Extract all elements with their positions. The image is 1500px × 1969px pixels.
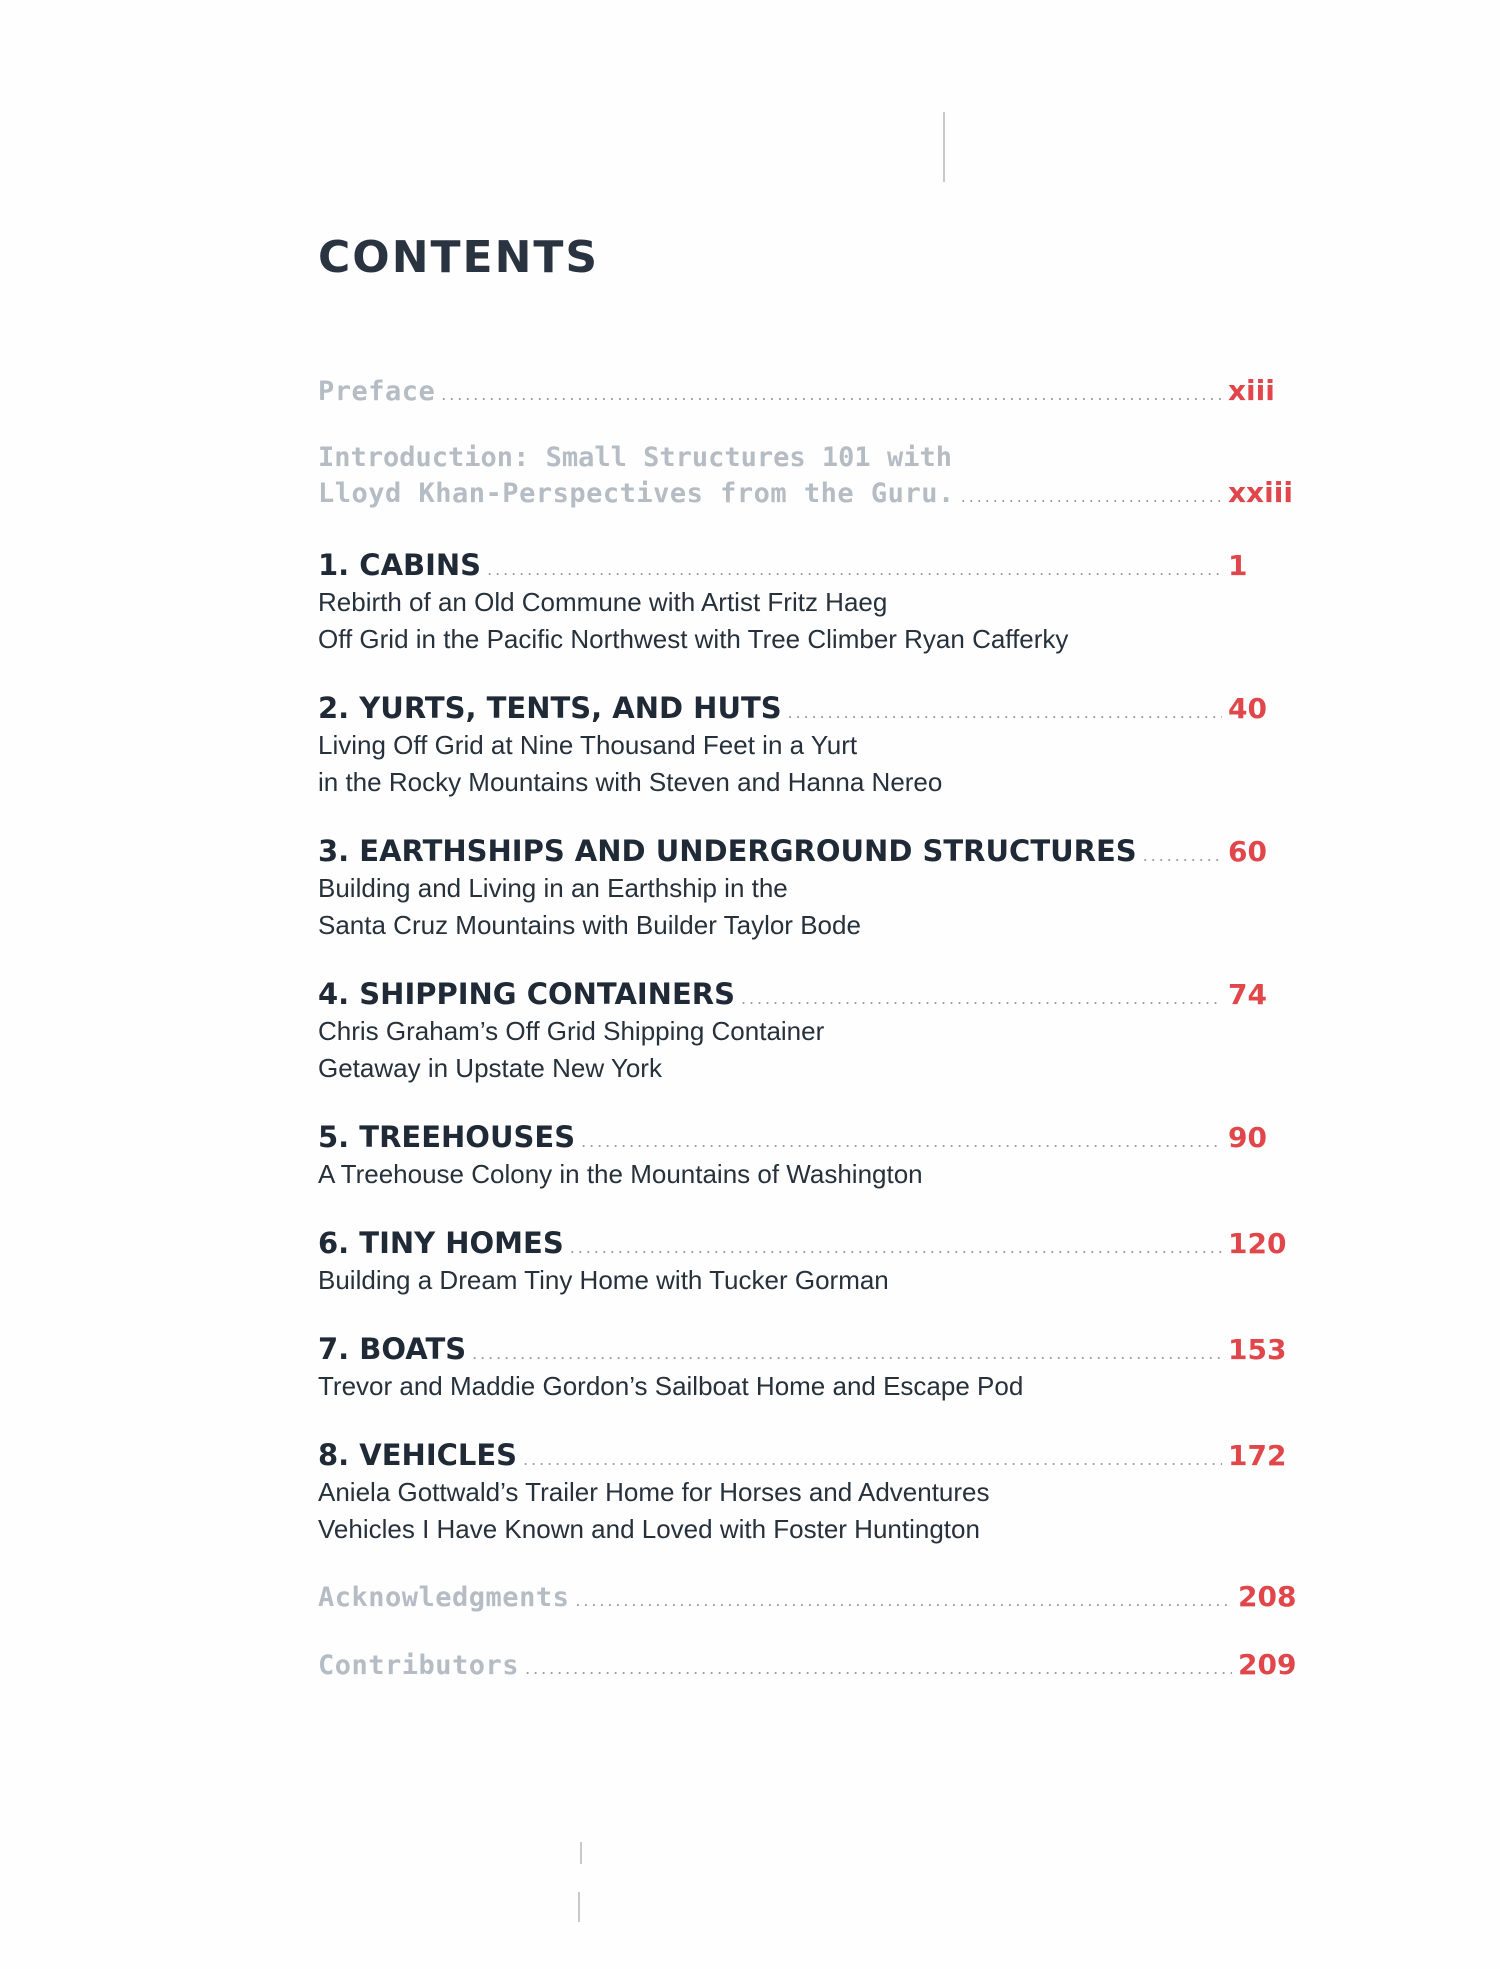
- chapter-title: 5. TREEHOUSES: [318, 1120, 576, 1154]
- entry-label: Acknowledgments: [318, 1582, 570, 1613]
- chapter-title: 8. VEHICLES: [318, 1438, 518, 1472]
- dot-leader: [525, 1658, 1232, 1682]
- toc-entry-chapter[interactable]: [318, 834, 1298, 944]
- chapter-subtitle: Santa Cruz Mountains with Builder Taylor Bode: [318, 910, 861, 940]
- dot-leader: [1143, 845, 1222, 869]
- page-number: 74: [1228, 978, 1267, 1011]
- chapter-title: 2. YURTS, TENTS, AND HUTS: [318, 691, 782, 725]
- scan-artifact-mark: [943, 112, 945, 182]
- chapter-subtitle: Trevor and Maddie Gordon’s Sailboat Home and Escape Pod: [318, 1371, 1024, 1401]
- chapter-subtitle: Getaway in Upstate New York: [318, 1053, 662, 1083]
- toc-entry-preface[interactable]: [318, 374, 1298, 410]
- page-number: 209: [1238, 1648, 1297, 1681]
- page-number: 40: [1228, 692, 1267, 725]
- chapter-subtitle: Chris Graham’s Off Grid Shipping Container: [318, 1016, 825, 1046]
- dot-leader: [472, 1343, 1222, 1367]
- page-number: 90: [1228, 1121, 1267, 1154]
- entry-label-line: Lloyd Khan-Perspectives from the Guru.: [318, 478, 955, 509]
- chapter-title: 1. CABINS: [318, 548, 482, 582]
- dot-leader: [581, 1131, 1222, 1155]
- dot-leader: [788, 702, 1222, 726]
- dot-leader: [487, 559, 1222, 583]
- dot-leader: [575, 1590, 1232, 1614]
- dot-leader: [961, 486, 1222, 510]
- page-number: xxiii: [1228, 476, 1293, 509]
- toc-entry-chapter[interactable]: [318, 548, 1298, 658]
- dot-leader: [441, 384, 1222, 408]
- page-number: 153: [1228, 1333, 1287, 1366]
- dot-leader: [741, 988, 1222, 1012]
- chapter-subtitle: Vehicles I Have Known and Loved with Foster Huntington: [318, 1514, 980, 1544]
- entry-label-line: Introduction: Small Structures 101 with: [318, 442, 952, 473]
- chapter-subtitle: Building a Dream Tiny Home with Tucker Gorman: [318, 1265, 889, 1295]
- page-title: CONTENTS: [318, 232, 600, 283]
- page-number: 1: [1228, 549, 1248, 582]
- toc-entry-chapter[interactable]: [318, 977, 1298, 1087]
- page-number: 60: [1228, 835, 1267, 868]
- chapter-subtitle: Aniela Gottwald’s Trailer Home for Horses and Adventures: [318, 1477, 990, 1507]
- page-number: 208: [1238, 1580, 1297, 1613]
- page-number: xiii: [1228, 374, 1275, 407]
- chapter-title: 3. EARTHSHIPS AND UNDERGROUND STRUCTURES: [318, 834, 1137, 868]
- toc-entry-chapter[interactable]: [318, 1332, 1298, 1405]
- toc-entry-acknowledgments[interactable]: [318, 1580, 1308, 1616]
- chapter-subtitle: Off Grid in the Pacific Northwest with Tree Climber Ryan Cafferky: [318, 624, 1069, 654]
- page-number: 172: [1228, 1439, 1287, 1472]
- toc-entry-chapter[interactable]: [318, 1226, 1298, 1299]
- chapter-subtitle: A Treehouse Colony in the Mountains of Washington: [318, 1159, 923, 1189]
- chapter-subtitle: Building and Living in an Earthship in the: [318, 873, 788, 903]
- scan-artifact-mark: [580, 1842, 582, 1864]
- entry-label: Contributors: [318, 1650, 520, 1681]
- toc-entry-chapter[interactable]: [318, 691, 1298, 801]
- chapter-subtitle: Living Off Grid at Nine Thousand Feet in a Yurt: [318, 730, 858, 760]
- toc-entry-chapter[interactable]: [318, 1438, 1298, 1548]
- toc-entry-introduction[interactable]: [318, 440, 1298, 512]
- dot-leader: [570, 1237, 1222, 1261]
- chapter-title: 6. TINY HOMES: [318, 1226, 564, 1260]
- chapter-subtitle: in the Rocky Mountains with Steven and Hanna Nereo: [318, 767, 943, 797]
- chapter-subtitle: Rebirth of an Old Commune with Artist Fritz Haeg: [318, 587, 888, 617]
- entry-label: Preface: [318, 376, 436, 407]
- toc-entry-contributors[interactable]: [318, 1648, 1308, 1684]
- chapter-title: 4. SHIPPING CONTAINERS: [318, 977, 735, 1011]
- page-number: 120: [1228, 1227, 1287, 1260]
- dot-leader: [523, 1449, 1222, 1473]
- chapter-title: 7. BOATS: [318, 1332, 467, 1366]
- toc-entry-chapter[interactable]: [318, 1120, 1298, 1193]
- scan-artifact-mark: [578, 1892, 580, 1922]
